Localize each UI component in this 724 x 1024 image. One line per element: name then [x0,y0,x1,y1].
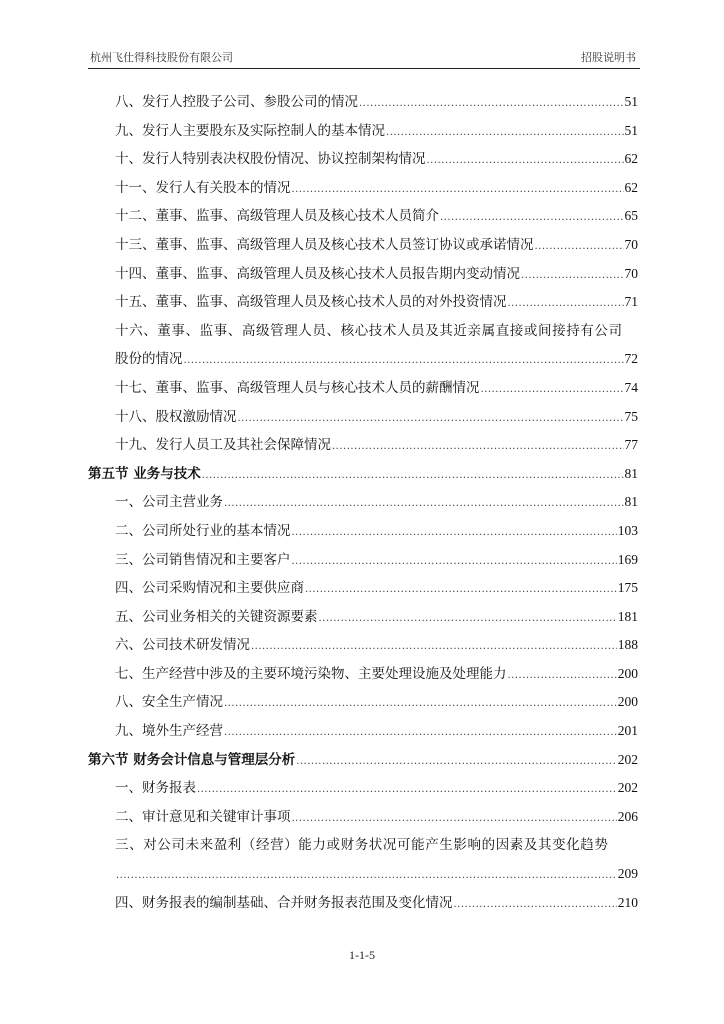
toc-entry[interactable] [88,145,638,174]
toc-entry[interactable] [88,117,638,146]
dot-leader [535,233,624,262]
toc-entry-title: 三、公司销售情况和主要客户 [115,551,291,568]
dot-leader [332,433,624,462]
dot-leader [292,176,624,205]
toc-entry-page: 62 [624,151,638,167]
toc-entry[interactable] [88,88,638,117]
dot-leader [427,147,624,176]
dot-leader [508,662,617,691]
toc-entry[interactable] [88,231,638,260]
toc-entry[interactable] [88,202,638,231]
toc-entry-page: 72 [624,351,638,367]
toc-entry[interactable] [88,174,638,203]
toc-entry[interactable] [88,260,638,289]
toc-entry-page: 175 [617,580,638,596]
toc-entry-title: 第五节 业务与技术 [88,465,201,482]
toc-entry-title: 四、公司采购情况和主要供应商 [115,580,304,597]
toc-entry-page: 81 [624,465,638,481]
toc-section-heading[interactable] [88,746,638,775]
toc-entry-page: 70 [624,265,638,281]
dot-leader [319,605,617,634]
toc-entry-page: 202 [617,780,638,796]
toc-entry[interactable] [88,317,638,346]
dot-leader [224,490,624,519]
toc-entry[interactable] [88,688,638,717]
dot-leader [251,633,617,662]
dot-leader [197,776,617,805]
toc-entry[interactable] [88,603,638,632]
toc-entry-title: 九、发行人主要股东及实际控制人的基本情况 [115,122,385,139]
toc-entry-page: 210 [617,894,638,910]
toc-entry-page: 75 [624,408,638,424]
toc-entry-page: 51 [624,94,638,109]
dot-leader [292,519,617,548]
dot-leader [454,891,617,920]
toc-entry-title: 十二、董事、监事、高级管理人员及核心技术人员简介 [115,208,439,225]
toc-entry-page: 65 [624,208,638,224]
toc-entry-page: 169 [617,551,638,567]
table-of-contents [88,88,638,917]
toc-entry-title: 第六节 财务会计信息与管理层分析 [88,751,296,768]
toc-entry-page: 201 [617,723,638,739]
toc-entry-title: 十九、发行人员工及其社会保障情况 [115,437,331,454]
toc-entry[interactable] [88,574,638,603]
page-number: 1-1-5 [349,948,375,962]
dot-leader [481,376,624,405]
toc-entry-page: 206 [617,808,638,824]
toc-entry-title: 十六、董事、监事、高级管理人员、核心技术人员及其近亲属直接或间接持有公司 [115,322,623,339]
toc-entry-page: 71 [624,294,638,310]
dot-leader [116,862,617,891]
toc-entry-title: 十五、董事、监事、高级管理人员及核心技术人员的对外投资情况 [115,294,507,311]
dot-leader [359,90,624,119]
toc-entry-title: 十三、董事、监事、高级管理人员及核心技术人员签订协议或承诺情况 [115,236,534,253]
toc-entry-page: 62 [624,179,638,195]
toc-entry[interactable] [88,803,638,832]
dot-leader [292,805,617,834]
toc-entry[interactable] [88,889,638,918]
toc-entry-page: 81 [624,494,638,510]
dot-leader [224,719,617,748]
toc-entry-title: 六、公司技术研发情况 [115,637,250,654]
toc-entry-title: 五、公司业务相关的关键资源要素 [115,608,318,625]
toc-entry-page: 77 [624,437,638,453]
toc-entry-title: 八、安全生产情况 [115,694,223,711]
toc-entry-title-continuation: 股份的情况 [115,351,183,368]
toc-entry-page: 200 [617,665,638,681]
header-document-type: 招股说明书 [581,51,636,64]
toc-entry-page: 74 [624,379,638,395]
toc-entry-title: 八、发行人控股子公司、参股公司的情况 [115,94,358,110]
toc-entry-page: 202 [617,751,638,767]
toc-entry[interactable] [88,517,638,546]
toc-entry-title: 七、生产经营中涉及的主要环境污染物、主要处理设施及处理能力 [115,665,507,682]
toc-entry-title: 一、公司主营业务 [115,494,223,511]
toc-entry-title: 三、对公司未来盈利（经营）能力或财务状况可能产生影响的因素及其变化趋势 [115,837,609,854]
toc-entry-title: 十八、股权激励情况 [115,408,237,425]
toc-entry-page: 70 [624,236,638,252]
toc-entry-page: 103 [617,522,638,538]
toc-entry[interactable] [88,431,638,460]
toc-entry-continuation[interactable] [88,860,638,889]
toc-entry[interactable] [88,546,638,575]
toc-entry[interactable] [88,288,638,317]
dot-leader [508,290,624,319]
toc-entry[interactable] [88,403,638,432]
dot-leader [440,204,624,233]
dot-leader [386,119,624,148]
header-company-name: 杭州飞仕得科技股份有限公司 [90,51,233,64]
toc-entry-title: 二、审计意见和关键审计事项 [115,808,291,825]
toc-section-heading[interactable] [88,460,638,489]
toc-entry[interactable] [88,831,638,860]
toc-entry-title: 二、公司所处行业的基本情况 [115,522,291,539]
dot-leader [184,347,624,376]
dot-leader [292,548,617,577]
toc-entry-page: 200 [617,694,638,710]
toc-entry-page: 209 [617,866,638,882]
toc-entry[interactable] [88,631,638,660]
dot-leader [238,405,624,434]
toc-entry-title: 十四、董事、监事、高级管理人员及核心技术人员报告期内变动情况 [115,265,520,282]
toc-entry-page: 181 [617,608,638,624]
toc-entry-title: 十一、发行人有关股本的情况 [115,179,291,196]
toc-entry-page: 188 [617,637,638,653]
dot-leader [521,262,624,291]
page-header [88,50,640,69]
dot-leader [224,690,617,719]
toc-entry-title: 十七、董事、监事、高级管理人员与核心技术人员的薪酬情况 [115,379,480,396]
toc-entry[interactable] [88,774,638,803]
dot-leader [296,748,617,777]
toc-entry[interactable] [88,374,638,403]
dot-leader [305,576,617,605]
toc-entry-title: 一、财务报表 [115,780,196,797]
toc-entry[interactable] [88,717,638,746]
toc-entry-page: 51 [624,122,638,138]
toc-entry[interactable] [88,488,638,517]
toc-entry-title: 四、财务报表的编制基础、合并财务报表范围及变化情况 [115,894,453,911]
toc-entry[interactable] [88,660,638,689]
toc-entry-title: 九、境外生产经营 [115,723,223,740]
dot-leader [202,462,624,491]
toc-entry-continuation[interactable] [88,345,638,374]
toc-entry-title: 十、发行人特别表决权股份情况、协议控制架构情况 [115,151,426,168]
